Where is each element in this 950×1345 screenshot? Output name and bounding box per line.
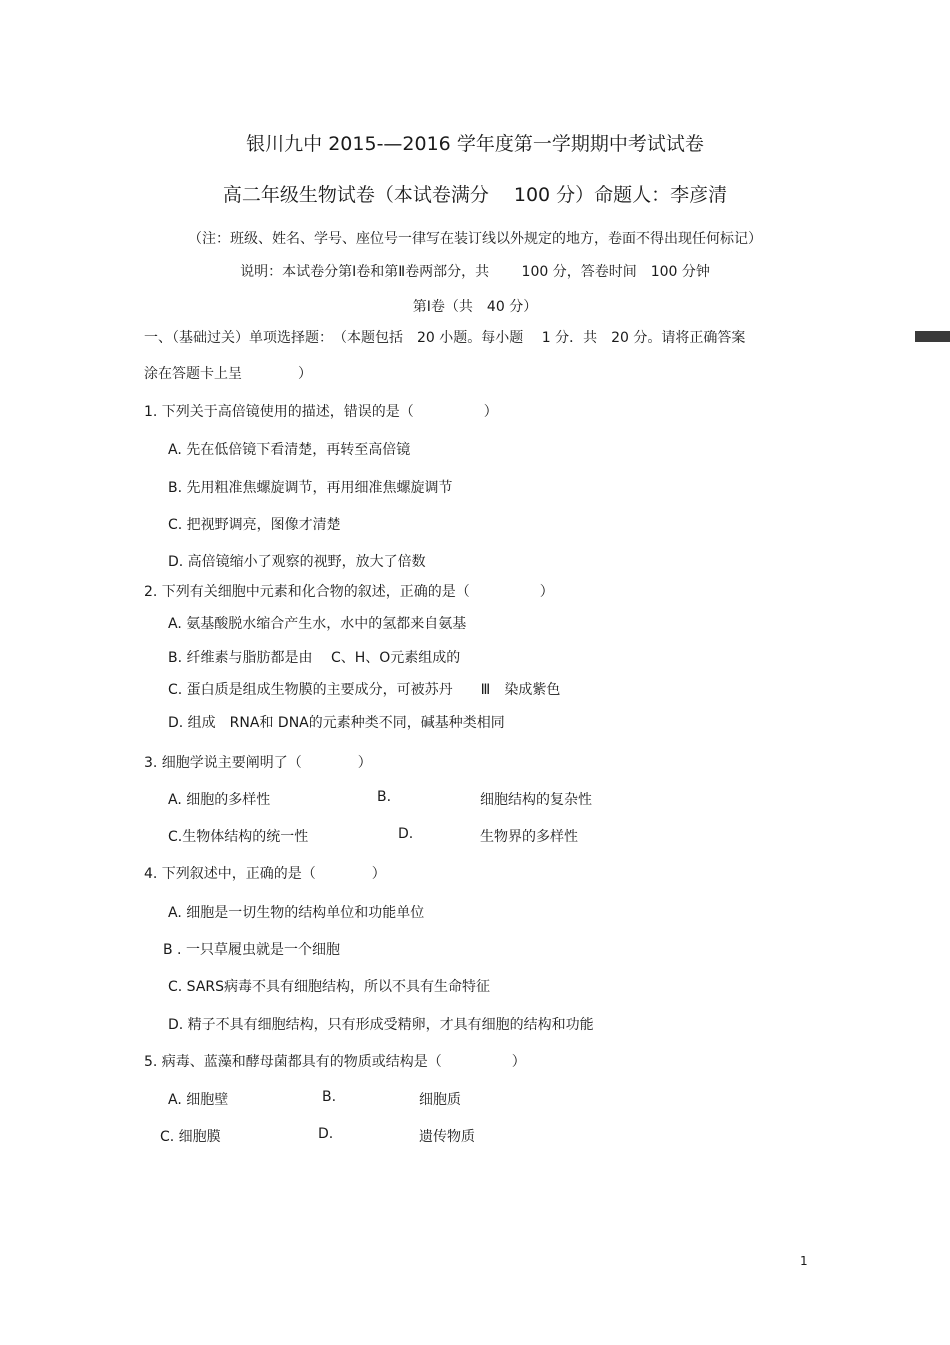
question-4-stem: 4. 下列叙述中，正确的是（ ） [144,866,386,882]
question-3-option-d-text: 生物界的多样性 [480,829,578,845]
question-1-stem: 1. 下列关于高倍镜使用的描述，错误的是（ ） [144,404,498,420]
question-5-option-c: C. 细胞膜 [160,1129,221,1145]
question-1-option-d: D. 高倍镜缩小了观察的视野，放大了倍数 [168,554,426,570]
question-2-option-c: C. 蛋白质是组成生物膜的主要成分，可被苏丹 Ⅲ 染成紫色 [168,682,561,698]
question-2-option-a: A. 氨基酸脱水缩合产生水，水中的氢都来自氨基 [168,616,467,632]
question-1-option-b: B. 先用粗准焦螺旋调节，再用细准焦螺旋调节 [168,480,453,496]
question-4-option-c: C. SARS病毒不具有细胞结构，所以不具有生命特征 [168,979,491,995]
question-1-option-a: A. 先在低倍镜下看清楚，再转至高倍镜 [168,442,411,458]
exam-title: 银川九中 2015-—2016 学年度第一学期期中考试试卷 [246,133,704,155]
question-1-option-c: C. 把视野调亮，图像才清楚 [168,517,341,533]
margin-marker [915,331,950,342]
question-2-stem: 2. 下列有关细胞中元素和化合物的叙述，正确的是（ ） [144,584,554,600]
question-5-option-d-text: 遗传物质 [419,1129,475,1145]
exam-description: 说明：本试卷分第Ⅰ卷和第Ⅱ卷两部分，共 100 分，答卷时间 100 分钟 [240,264,710,280]
question-2-option-d: D. 组成 RNA和 DNA的元素种类不同，碱基种类相同 [168,715,505,731]
question-3-option-c: C.生物体结构的统一性 [168,829,309,845]
volume-heading: 第Ⅰ卷（共 40 分） [412,299,538,315]
question-5-option-a: A. 细胞壁 [168,1092,229,1108]
question-3-stem: 3. 细胞学说主要阐明了（ ） [144,755,372,771]
section-instruction-line1: 一、（基础过关）单项选择题： （本题包括 20 小题。每小题 1 分．共 20 分。请将正确答案 [144,330,746,346]
question-2-option-b: B. 纤维素与脂肪都是由 C、H、O元素组成的 [168,650,461,666]
question-4-option-a: A. 细胞是一切生物的结构单位和功能单位 [168,905,425,921]
question-3-option-b-letter: B. [377,789,392,805]
question-3-option-d-letter: D. [398,826,414,842]
exam-note: （注：班级、姓名、学号、座位号一律写在装订线以外规定的地方，卷面不得出现任何标记） [188,231,762,247]
question-4-option-b: B . 一只草履虫就是一个细胞 [163,942,340,958]
question-5-stem: 5. 病毒、蓝藻和酵母菌都具有的物质或结构是（ ） [144,1054,526,1070]
question-4-option-d: D. 精子不具有细胞结构，只有形成受精卵，才具有细胞的结构和功能 [168,1017,594,1033]
question-5-option-b-text: 细胞质 [419,1092,461,1108]
page-number: 1 [800,1254,808,1268]
exam-subtitle: 高二年级生物试卷（本试卷满分 100 分）命题人：李彦清 [222,184,728,206]
question-3-option-a: A. 细胞的多样性 [168,792,271,808]
section-instruction-line2: 涂在答题卡上呈 ） [144,366,312,382]
question-3-option-b-text: 细胞结构的复杂性 [480,792,592,808]
question-5-option-d-letter: D. [318,1126,334,1142]
question-5-option-b-letter: B. [322,1089,337,1105]
